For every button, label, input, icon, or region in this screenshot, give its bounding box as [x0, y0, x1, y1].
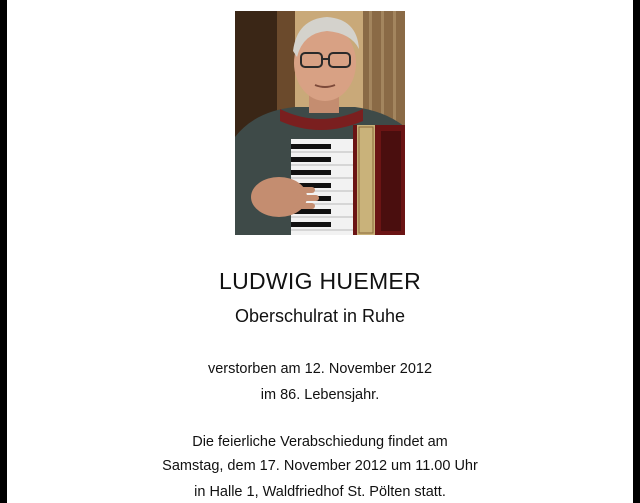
ceremony-line-2: Samstag, dem 17. November 2012 um 11.00 Uhr: [162, 458, 478, 474]
age-line: im 86. Lebensjahr.: [260, 387, 380, 403]
obituary-page: [7, 0, 633, 503]
death-date-line: verstorben am 12. November 2012: [207, 361, 433, 377]
ceremony-line-3: in Halle 1, Waldfriedhof St. Pölten statt.: [194, 484, 446, 500]
ceremony-line-1: Die feierliche Verabschiedung findet am: [192, 434, 448, 450]
deceased-title: Oberschulrat in Ruhe: [234, 306, 406, 326]
portrait-photo: [235, 11, 405, 235]
deceased-name: LUDWIG HUEMER: [219, 268, 421, 294]
